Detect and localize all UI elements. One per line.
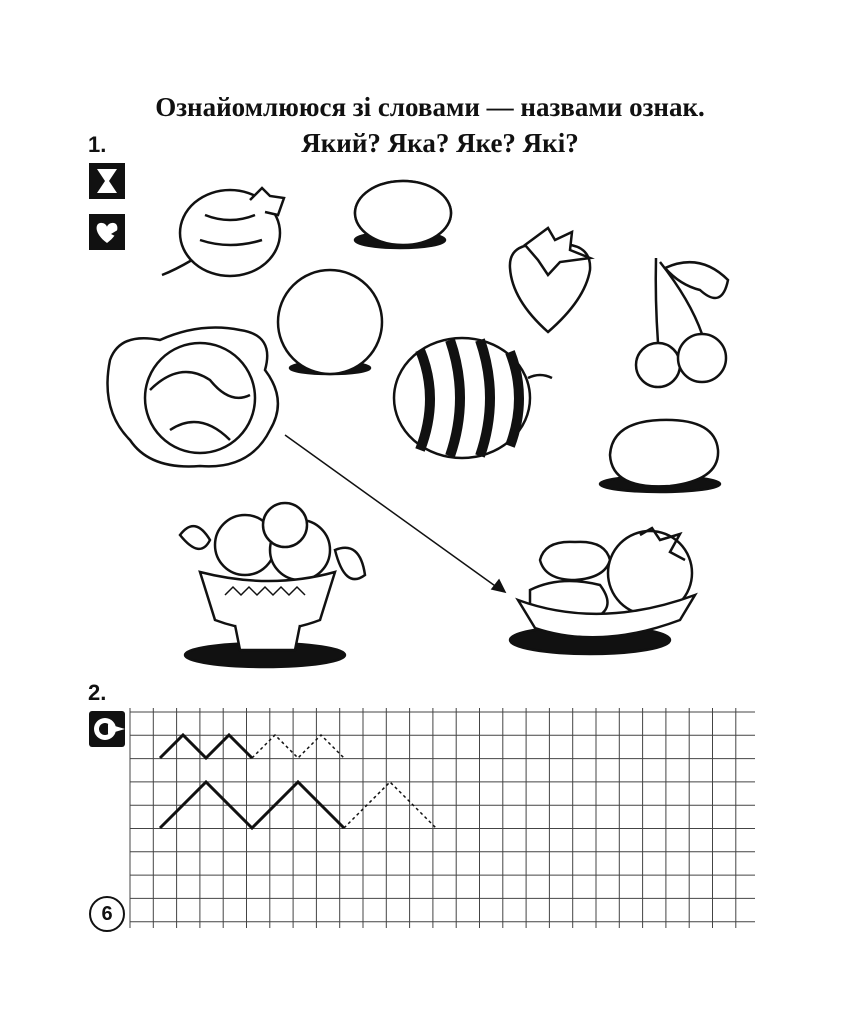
page-number: 6 <box>89 896 125 932</box>
heading-line-2: Який? Яка? Яке? Які? <box>301 128 579 158</box>
task-2-number: 2. <box>88 680 107 705</box>
zigzag-pattern-1 <box>160 735 252 758</box>
task-1-number: 1. <box>88 132 107 157</box>
heading-line-1: Ознайомлююся зі словами — назвами ознак. <box>155 92 705 122</box>
zigzag-pattern-1-dotted <box>252 735 344 758</box>
